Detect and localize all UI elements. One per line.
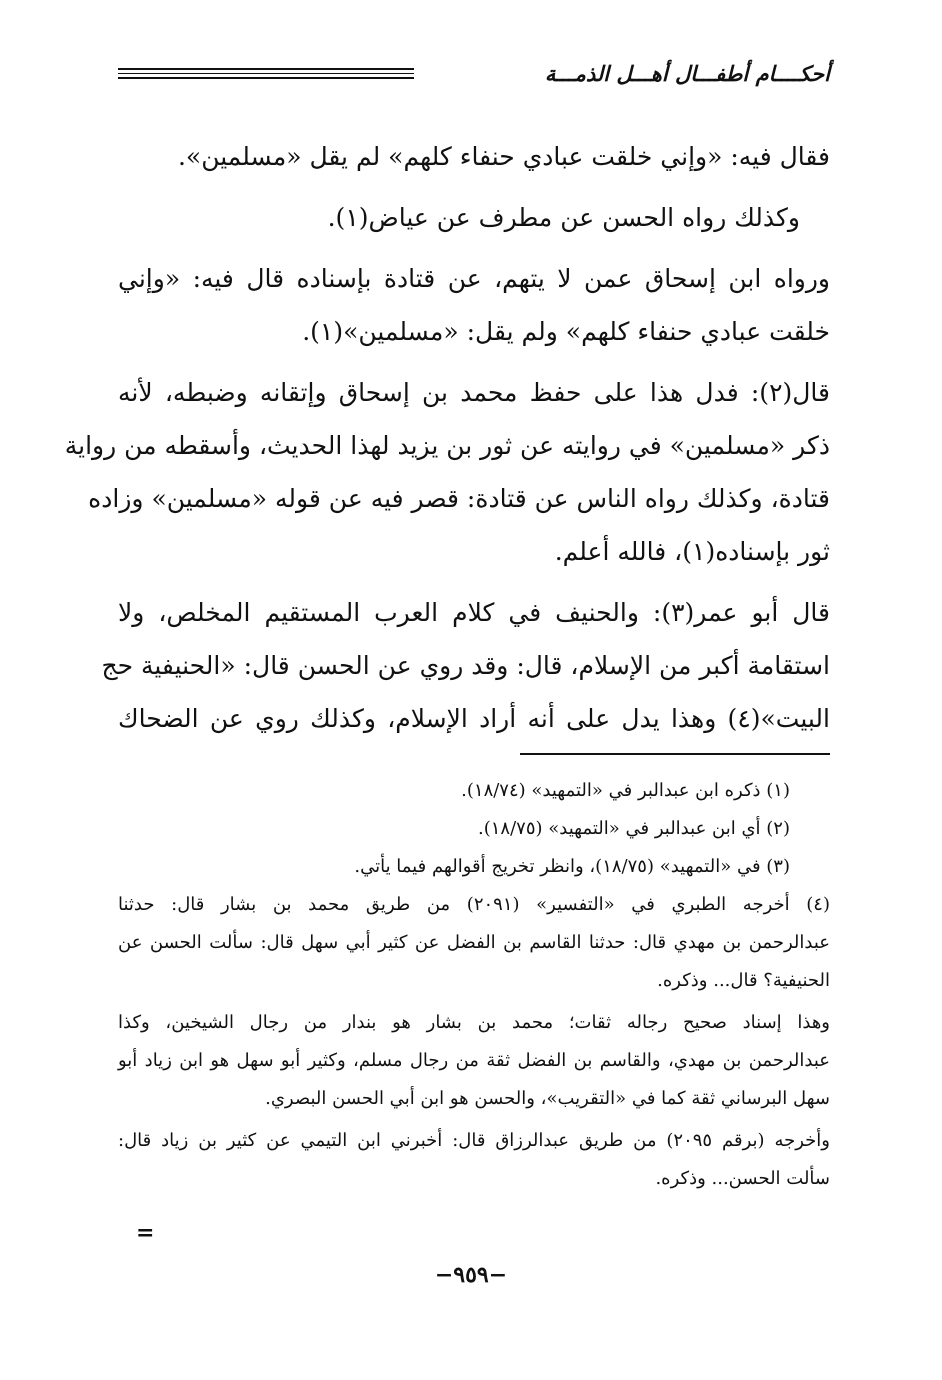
text-line: ورواه ابن إسحاق عمن لا يتهم، عن قتادة بإسناده قال فيه: «وإني xyxy=(118,264,830,293)
footnote-line: سهل البرساني ثقة كما في «التقريب»، والحسن هو ابن أبي الحسن البصري. xyxy=(265,1088,830,1109)
text-line: خلقت عبادي حنفاء كلهم» ولم يقل: «مسلمين»(١). xyxy=(302,317,830,346)
text-line: قال(٢): فدل هذا على حفظ محمد بن إسحاق وإتقانه وضبطه، لأنه xyxy=(118,378,830,407)
footnote-line: (٢) أي ابن عبدالبر في «التمهيد» (١٨/٧٥). xyxy=(478,818,790,839)
paragraph-2 xyxy=(118,191,830,244)
text-line: وكذلك رواه الحسن عن مطرف عن عياض(١). xyxy=(327,203,800,232)
text-line: قتادة، وكذلك رواه الناس عن قتادة: قصر فيه عن قوله «مسلمين» وزاده xyxy=(88,484,830,513)
footnote-line: (١) ذكره ابن عبدالبر في «التمهيد» (١٨/٧٤). xyxy=(461,780,790,801)
footnote-4-commentary xyxy=(118,1004,830,1118)
footnote-4-additional xyxy=(118,1122,830,1198)
text-line: قال أبو عمر(٣): والحنيف في كلام العرب المستقيم المخلص، ولا xyxy=(118,598,830,627)
footnote-1 xyxy=(118,772,830,810)
footnote-line: (٣) في «التمهيد» (١٨/٧٥)، وانظر تخريج أقوالهم فيما يأتي. xyxy=(354,856,790,877)
text-line: ثور بإسناده(١)، فالله أعلم. xyxy=(554,537,830,566)
paragraph-4 xyxy=(64,366,830,578)
footnote-line: عبدالرحمن بن مهدي، والقاسم بن الفضل ثقة من رجال مسلم، وكثير أبو سهل هو ابن زياد أبو xyxy=(118,1050,830,1071)
paragraph-5 xyxy=(101,586,830,745)
footnote-line: وأخرجه (برقم ٢٠٩٥) من طريق عبدالرزاق قال: أخبرني ابن التيمي عن كثير بن زياد قال: xyxy=(118,1130,830,1151)
footnote-line: (٤) أخرجه الطبري في «التفسير» (٢٠٩١) من طريق محمد بن بشار قال: حدثنا xyxy=(118,894,830,915)
continuation-mark: = xyxy=(136,1220,155,1246)
main-text xyxy=(64,130,830,753)
footnote-line: عبدالرحمن بن مهدي قال: حدثنا القاسم بن الفضل عن كثير أبي سهل قال: سألت الحسن عن xyxy=(118,932,830,953)
footnote-line: وهذا إسناد صحيح رجاله ثقات؛ محمد بن بشار هو بندار من رجال الشيخين، وكذا xyxy=(118,1012,830,1033)
paragraph-1 xyxy=(118,130,830,183)
footnote-3 xyxy=(118,848,830,886)
footnote-2 xyxy=(118,810,830,848)
footnote-line: سألت الحسن... وذكره. xyxy=(655,1168,830,1189)
text-line: فقال فيه: «وإني خلقت عبادي حنفاء كلهم» لم يقل «مسلمين». xyxy=(177,142,830,171)
page-number: −٩٥٩− xyxy=(434,1262,508,1288)
running-header xyxy=(118,62,830,96)
footnotes xyxy=(118,772,830,1198)
paragraph-3 xyxy=(118,252,830,358)
footnote-divider xyxy=(520,753,830,755)
footnote-4 xyxy=(118,886,830,1000)
text-line: البيت»(٤) وهذا يدل على أنه أراد الإسلام، وكذلك روي عن الضحاك xyxy=(118,704,830,733)
footnote-line: الحنيفية؟ قال... وذكره. xyxy=(657,970,830,991)
header-double-rule xyxy=(118,68,414,82)
text-line: ذكر «مسلمين» في روايته عن ثور بن يزيد لهذا الحديث، وأسقطه من رواية xyxy=(64,431,830,460)
header-title: أحكــــام أطفـــال أهـــل الذمـــة xyxy=(544,62,830,86)
text-line: استقامة أكبر من الإسلام، قال: وقد روي عن الحسن قال: «الحنيفية حج xyxy=(101,651,830,680)
